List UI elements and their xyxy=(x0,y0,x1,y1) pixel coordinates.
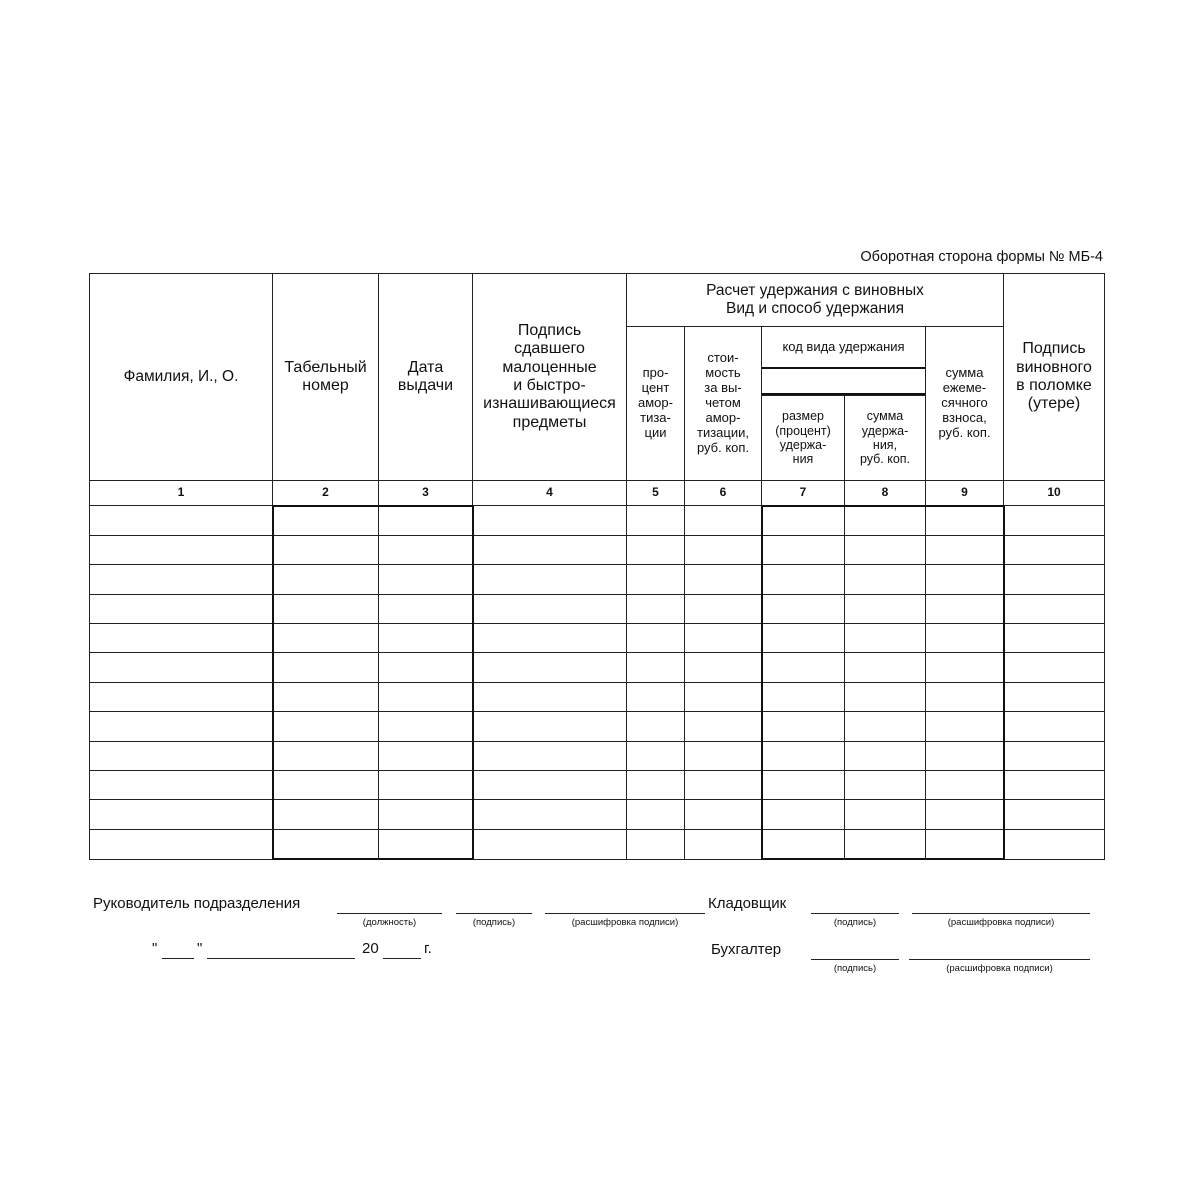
table-cell[interactable] xyxy=(1004,535,1105,564)
storekeeper-label: Кладовщик xyxy=(708,895,787,912)
date-month-line[interactable] xyxy=(207,958,355,959)
table-row xyxy=(90,712,1105,741)
table-cell[interactable] xyxy=(845,565,926,594)
table-cell[interactable] xyxy=(845,771,926,800)
table-cell[interactable] xyxy=(926,565,1004,594)
head-decoding-hint: (расшифровка подписи) xyxy=(571,917,679,928)
header-withholding-sum: сумма удержа- ния, руб. коп. xyxy=(845,396,926,481)
table-cell[interactable] xyxy=(90,712,273,741)
table-cell[interactable] xyxy=(379,653,473,682)
table-cell[interactable] xyxy=(273,771,379,800)
table-cell[interactable] xyxy=(473,800,627,829)
table-cell[interactable] xyxy=(627,741,685,770)
table-cell[interactable] xyxy=(273,741,379,770)
table-cell[interactable] xyxy=(627,565,685,594)
table-cell[interactable] xyxy=(685,771,762,800)
table-cell[interactable] xyxy=(379,800,473,829)
form-caption: Оборотная сторона формы № МБ-4 xyxy=(860,249,1103,265)
table-cell[interactable] xyxy=(627,624,685,653)
accountant-decoding-hint: (расшифровка подписи) xyxy=(946,963,1053,974)
table-cell[interactable] xyxy=(379,741,473,770)
table-cell[interactable] xyxy=(926,535,1004,564)
head-decoding-line[interactable] xyxy=(545,913,705,914)
table-cell[interactable] xyxy=(273,594,379,623)
column-number-cell: 1 xyxy=(90,481,273,506)
table-cell[interactable] xyxy=(90,624,273,653)
table-cell[interactable] xyxy=(845,506,926,536)
table-row xyxy=(90,771,1105,800)
storekeeper-decoding-hint: (расшифровка подписи) xyxy=(947,917,1055,928)
table-cell[interactable] xyxy=(379,771,473,800)
table-cell[interactable] xyxy=(473,829,627,859)
column-number-cell: 3 xyxy=(379,481,473,506)
table-cell[interactable] xyxy=(1004,624,1105,653)
table-row xyxy=(90,829,1105,859)
header-tab-number: Табельный номер xyxy=(273,274,379,481)
table-cell[interactable] xyxy=(273,565,379,594)
column-number-cell: 2 xyxy=(273,481,379,506)
table-cell[interactable] xyxy=(762,771,845,800)
table-cell[interactable] xyxy=(273,829,379,859)
table-cell[interactable] xyxy=(90,653,273,682)
table-row xyxy=(90,594,1105,623)
header-fio: Фамилия, И., О. xyxy=(90,274,273,481)
table-cell[interactable] xyxy=(845,535,926,564)
table-cell[interactable] xyxy=(90,829,273,859)
table-row xyxy=(90,535,1105,564)
table-cell[interactable] xyxy=(473,594,627,623)
table-cell[interactable] xyxy=(685,506,762,536)
table-cell[interactable] xyxy=(473,712,627,741)
table-cell[interactable] xyxy=(473,565,627,594)
table-cell[interactable] xyxy=(90,506,273,536)
head-label: Руководитель подразделения xyxy=(93,895,301,912)
header-monthly-payment: сумма ежеме- сячного взноса, руб. коп. xyxy=(926,327,1004,481)
table-cell[interactable] xyxy=(627,653,685,682)
table-row xyxy=(90,741,1105,770)
table-cell[interactable] xyxy=(90,565,273,594)
header-withholding-size: размер (процент) удержа- ния xyxy=(762,396,845,481)
table-cell[interactable] xyxy=(1004,594,1105,623)
table-cell[interactable] xyxy=(1004,741,1105,770)
table-cell[interactable] xyxy=(627,771,685,800)
table-cell[interactable] xyxy=(1004,565,1105,594)
table-cell[interactable] xyxy=(926,594,1004,623)
date-quote-close: " xyxy=(197,940,203,957)
table-cell[interactable] xyxy=(762,506,845,536)
table-row xyxy=(90,506,1105,536)
table-row xyxy=(90,682,1105,711)
table-cell[interactable] xyxy=(1004,682,1105,711)
table-cell[interactable] xyxy=(90,800,273,829)
table-row xyxy=(90,800,1105,829)
table-cell[interactable] xyxy=(926,682,1004,711)
header-code-group xyxy=(762,327,926,396)
table-row xyxy=(90,565,1105,594)
column-number-cell: 9 xyxy=(926,481,1004,506)
table-cell[interactable] xyxy=(685,535,762,564)
date-day-line[interactable] xyxy=(162,958,194,959)
column-number-cell: 6 xyxy=(685,481,762,506)
head-position-hint: (должность) xyxy=(362,917,417,928)
table-cell[interactable] xyxy=(90,594,273,623)
accountant-decoding-line[interactable] xyxy=(909,959,1090,960)
table-cell[interactable] xyxy=(379,624,473,653)
table-cell[interactable] xyxy=(685,800,762,829)
accountant-label: Бухгалтер xyxy=(711,941,782,958)
table-cell[interactable] xyxy=(762,653,845,682)
table-cell[interactable] xyxy=(762,624,845,653)
table-cell[interactable] xyxy=(926,771,1004,800)
table-cell[interactable] xyxy=(685,829,762,859)
table-cell[interactable] xyxy=(762,829,845,859)
date-year-prefix: 20 xyxy=(362,940,379,957)
column-number-cell: 10 xyxy=(1004,481,1105,506)
table-cell[interactable] xyxy=(762,594,845,623)
table-cell[interactable] xyxy=(685,624,762,653)
table-cell[interactable] xyxy=(845,594,926,623)
table-cell[interactable] xyxy=(762,535,845,564)
table-cell[interactable] xyxy=(379,594,473,623)
header-cost-after-amortization: стои- мость за вы- четом амор- тизации, руб. коп. xyxy=(685,327,762,481)
code-input-box[interactable] xyxy=(762,367,925,395)
table-cell[interactable] xyxy=(627,682,685,711)
head-position-line[interactable] xyxy=(337,913,442,914)
table-cell[interactable] xyxy=(685,741,762,770)
table-cell[interactable] xyxy=(845,829,926,859)
table-cell[interactable] xyxy=(273,506,379,536)
header-issue-date: Дата выдачи xyxy=(379,274,473,481)
table-cell[interactable] xyxy=(627,506,685,536)
table-cell[interactable] xyxy=(926,800,1004,829)
table-cell[interactable] xyxy=(379,829,473,859)
table-cell[interactable] xyxy=(473,506,627,536)
table-cell[interactable] xyxy=(379,506,473,536)
column-number-cell: 7 xyxy=(762,481,845,506)
table-cell[interactable] xyxy=(685,653,762,682)
table-cell[interactable] xyxy=(1004,829,1105,859)
table-cell[interactable] xyxy=(762,741,845,770)
table-cell[interactable] xyxy=(273,624,379,653)
table-cell[interactable] xyxy=(845,682,926,711)
table-cell[interactable] xyxy=(1004,771,1105,800)
table-cell[interactable] xyxy=(627,535,685,564)
table-cell[interactable] xyxy=(762,682,845,711)
table-cell[interactable] xyxy=(762,712,845,741)
table-cell[interactable] xyxy=(845,624,926,653)
table-cell[interactable] xyxy=(379,565,473,594)
head-signature-hint: (подпись) xyxy=(472,917,516,928)
table-cell[interactable] xyxy=(926,829,1004,859)
table-cell[interactable] xyxy=(926,506,1004,536)
table-cell[interactable] xyxy=(1004,800,1105,829)
table-cell[interactable] xyxy=(845,800,926,829)
storekeeper-decoding-line[interactable] xyxy=(912,913,1090,914)
table-cell[interactable] xyxy=(926,653,1004,682)
table-cell[interactable] xyxy=(1004,712,1105,741)
storekeeper-signature-line[interactable] xyxy=(811,913,899,914)
table-cell[interactable] xyxy=(273,712,379,741)
storekeeper-signature-hint: (подпись) xyxy=(833,917,877,928)
table-cell[interactable] xyxy=(926,741,1004,770)
table-cell[interactable] xyxy=(473,771,627,800)
column-number-cell: 5 xyxy=(627,481,685,506)
accountant-signature-hint: (подпись) xyxy=(833,963,877,974)
table-cell[interactable] xyxy=(273,653,379,682)
date-year-line[interactable] xyxy=(383,958,421,959)
table-cell[interactable] xyxy=(273,535,379,564)
table-cell[interactable] xyxy=(90,741,273,770)
table-cell[interactable] xyxy=(926,624,1004,653)
column-number-cell: 4 xyxy=(473,481,627,506)
table-cell[interactable] xyxy=(273,682,379,711)
table-body xyxy=(90,506,1105,860)
header-guilty-signature: Подпись виновного в поломке (утере) xyxy=(1004,274,1105,481)
table-row xyxy=(90,624,1105,653)
table-cell[interactable] xyxy=(90,535,273,564)
table-row xyxy=(90,653,1105,682)
table-cell[interactable] xyxy=(473,624,627,653)
table-cell[interactable] xyxy=(627,829,685,859)
table-cell[interactable] xyxy=(685,712,762,741)
table-cell[interactable] xyxy=(685,594,762,623)
table-cell[interactable] xyxy=(90,771,273,800)
header-withholding-group: Расчет удержания с виновных Вид и способ удержания xyxy=(627,274,1004,327)
table-cell[interactable] xyxy=(473,682,627,711)
accountant-signature-line[interactable] xyxy=(811,959,899,960)
table-cell[interactable] xyxy=(926,712,1004,741)
table-cell[interactable] xyxy=(379,712,473,741)
table-cell[interactable] xyxy=(90,682,273,711)
date-year-suffix: г. xyxy=(424,940,432,957)
date-quote-open: " xyxy=(152,940,158,957)
table-cell[interactable] xyxy=(379,535,473,564)
column-numbers-row xyxy=(90,481,1105,506)
header-code-label: код вида удержания xyxy=(782,339,905,354)
head-signature-line[interactable] xyxy=(456,913,532,914)
table-cell[interactable] xyxy=(685,682,762,711)
table-cell[interactable] xyxy=(1004,506,1105,536)
withholding-table xyxy=(89,273,1105,860)
table-cell[interactable] xyxy=(845,712,926,741)
table-cell[interactable] xyxy=(627,800,685,829)
table-cell[interactable] xyxy=(273,800,379,829)
header-percent-amortization: про- цент амор- тиза- ции xyxy=(627,327,685,481)
column-number-cell: 8 xyxy=(845,481,926,506)
header-signature-items: Подпись сдавшего малоценные и быстро- изнашивающиеся предметы xyxy=(473,274,627,481)
table-cell[interactable] xyxy=(685,565,762,594)
table-cell[interactable] xyxy=(379,682,473,711)
table-cell[interactable] xyxy=(845,653,926,682)
table-cell[interactable] xyxy=(473,535,627,564)
table-cell[interactable] xyxy=(473,741,627,770)
table-cell[interactable] xyxy=(627,712,685,741)
table-cell[interactable] xyxy=(845,741,926,770)
table-cell[interactable] xyxy=(762,565,845,594)
table-cell[interactable] xyxy=(762,800,845,829)
table-cell[interactable] xyxy=(473,653,627,682)
table-cell[interactable] xyxy=(627,594,685,623)
table-cell[interactable] xyxy=(1004,653,1105,682)
